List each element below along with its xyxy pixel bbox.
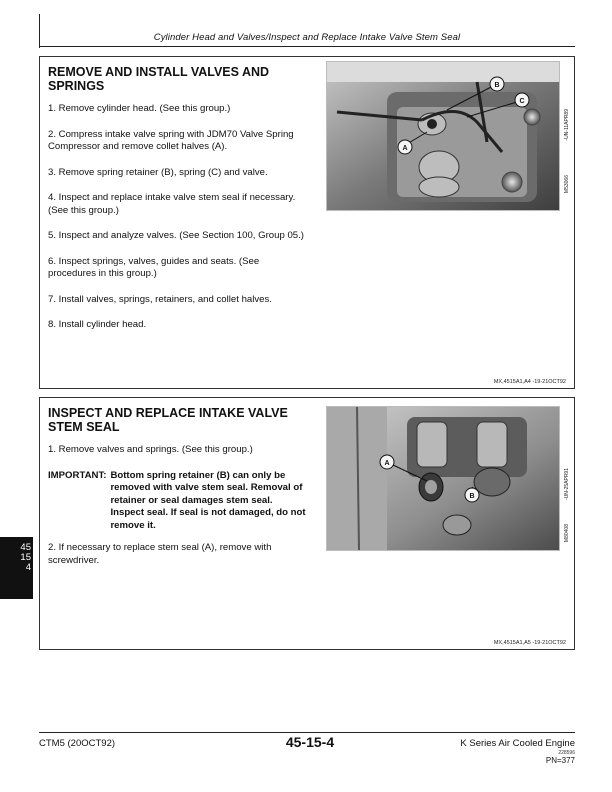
photo-2-label-b: B [469, 493, 475, 500]
footer-pn: PN=377 [545, 756, 575, 765]
footer-page-number: 45-15-4 [285, 734, 335, 750]
step-8: 8. Install cylinder head. [48, 319, 147, 330]
photo-1-label-c: C [519, 98, 525, 105]
step-2: 2. Compress intake valve spring with JDM70 Valve Spring Compressor and remove collet halves (A). [48, 128, 294, 152]
step-2-1: 1. Remove valves and springs. (See this group.) [48, 444, 253, 455]
section-tab-text [0, 543, 31, 573]
step-1: 1. Remove cylinder head. (See this group.) [48, 103, 231, 114]
section-1-text [48, 65, 308, 345]
header-rule [39, 46, 575, 47]
footer-rule [39, 732, 575, 733]
footer-small-code: 228596 [558, 750, 575, 756]
step-7: 7. Install valves, springs, retainers, and collet halves. [48, 293, 272, 305]
section-1-footnote: MX,4515A1,A4 -19-21OCT92 [493, 379, 566, 385]
photo-1-code-bottom: M53066 [564, 175, 570, 194]
valve-spring-compressor-photo [326, 61, 560, 211]
step-6: 6. Inspect springs, valves, guides and seats. (See procedures in this group.) [48, 255, 260, 279]
section-tab-line-3: 4 [25, 562, 31, 573]
important-text: Bottom spring retainer (B) can only be removed with valve stem seal. Removal of retainer or seal damages stem seal. Inspect seal. If seal is not damaged, do not remove it. [110, 469, 306, 531]
photo-1-code-top: -UN-11APR89 [564, 109, 570, 141]
step-2-2: 2. If necessary to replace stem seal (A), remove with screwdriver. [48, 542, 272, 566]
photo-2-code-bottom: M80408 [564, 524, 570, 543]
step-5: 5. Inspect and analyze valves. (See Section 100, Group 05.) [48, 230, 304, 241]
section-2-text [48, 406, 308, 580]
photo-2-illustration [327, 407, 559, 550]
step-4: 4. Inspect and replace intake valve stem seal if necessary. (See this group.) [48, 192, 296, 216]
valve-stem-seal-photo [326, 406, 560, 551]
section-2-footnote: MX,4515A1,A5 -19-21OCT92 [493, 640, 566, 646]
photo-2-label-a: A [384, 460, 390, 467]
section-tab-line-2: 15 [20, 552, 31, 563]
section-remove-install-valves [39, 56, 575, 389]
section-tab-line-1: 45 [20, 542, 31, 553]
photo-2-code-top: -UN-25APR91 [564, 468, 570, 500]
page-header-title: Cylinder Head and Valves/Inspect and Replace Intake Valve Stem Seal [153, 32, 461, 43]
photo-1-label-a: A [402, 145, 408, 152]
footer-manual-title: K Series Air Cooled Engine [460, 738, 575, 749]
footer-manual-code: CTM5 (20OCT92) [39, 738, 116, 749]
section-inspect-replace-stem-seal [39, 397, 575, 650]
photo-1-label-b: B [494, 82, 500, 89]
section-1-title: REMOVE AND INSTALL VALVES AND SPRINGS [48, 65, 270, 93]
photo-1-illustration [327, 62, 559, 210]
important-label: IMPORTANT: [48, 469, 107, 481]
step-3: 3. Remove spring retainer (B), spring (C) and valve. [48, 166, 268, 178]
important-note [48, 470, 308, 533]
section-2-title: INSPECT AND REPLACE INTAKE VALVE STEM SEAL [48, 406, 288, 434]
